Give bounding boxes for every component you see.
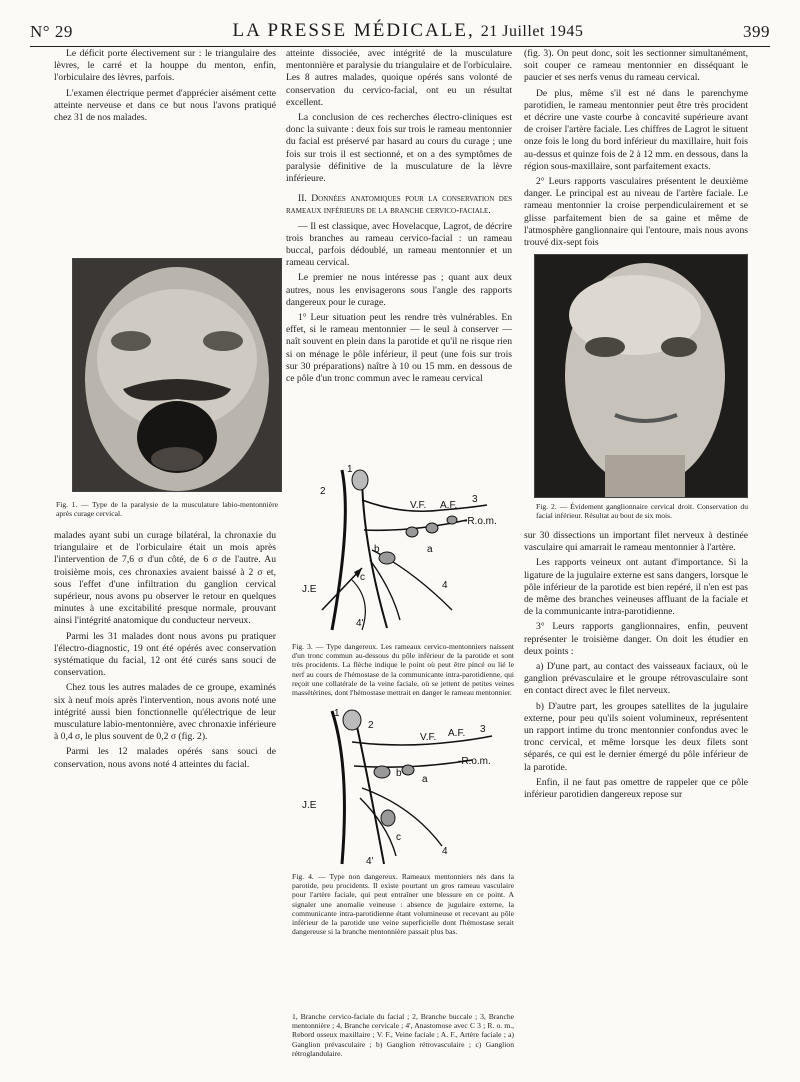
diagram-label-c: c <box>360 572 365 583</box>
nerve-diagram-non-dangerous-type <box>292 706 514 868</box>
journal-masthead <box>232 20 583 42</box>
diagram-label-b: b <box>396 768 402 779</box>
section-title: II. Données anatomiques pour la conservation des rameaux inférieurs de la branche cervico-faciale. <box>286 193 512 217</box>
figure-3-caption: Fig. 3. — Type dangereux. Les rameaux cervico-mentonniers naissent d'un tronc commun au-dessous du pôle inférieur de la parotide et sont très procidents. La flèche indique le point où peut être pincé ou lié le nerf au cours de l'hémostase de la communicante intra-parotidienne, qui reçoit une collatérale de la veine faciale, où se jettent de petites veines massétérines, dont l'hémostase mettrait en danger le rameau mentonnier. <box>292 642 514 698</box>
paragraph: 1° Leur situation peut les rendre très vulnérables. En effet, si le rameau mentonnier — le seul à conserver — naît souvent en plein dans la parotide et qu'il ne risque rien si on ménage le pôle inférieur, il peut (une fois sur trois sur 30 préparations) naître à 10 ou 15 mm. en dessous de ce pôle d'un tronc commun avec le rameau cervical <box>286 312 512 385</box>
paragraph: 3° Leurs rapports ganglionnaires, enfin, peuvent représenter le troisième danger. On doit les étudier en deux points : <box>524 621 748 657</box>
figure-4-legend: 1, Branche cervico-faciale du facial ; 2, Branche buccale ; 3, Branche mentonnière ; 4, Branche cervicale ; 4', Anastomose avec C 3 ; R. o. m., Rebord osseux maxillaire ; V. F., Veine faciale ; A. F., Artère faciale ; a) Ganglion prévasculaire ; b) Ganglion rétrovasculaire ; c) Ganglion rétroglandulaire. <box>292 1012 514 1058</box>
diagram-label-vf: V.F. <box>420 732 437 743</box>
diagram-label-je: J.E <box>302 800 317 811</box>
page-header <box>30 14 770 47</box>
paragraph: malades ayant subi un curage bilatéral, la chronaxie du triangulaire et de l'orbiculaire était un mois après l'intervention de 7,6 σ d'un côté, de 6 σ de l'autre. Au troisième mois, ces chronaxies avaient baissé à 2 σ et, sous l'effet d'une infiltration du ganglion cervical supérieur, nous avons pu observer le retour en quelques minutes à une excitabilité presque normale, prouvant ainsi l'intégrité anatomique du conducteur nerveux. <box>54 530 276 627</box>
diagram-label-c: c <box>396 832 401 843</box>
paragraph: De plus, même s'il est né dans le parenchyme parotidien, le rameau mentonnier peut être très procident et décrire une vaste courbe à concavité supérieure avant de croiser l'artère faciale. Les chiffres de Lagrot le situent onze fois le long du bord inférieur du maxillaire, huit fois au-dessus et quinze fois de 2 à 12 mm. en dessous, dans la région sous-maxillaire, sont parfaitement exacts. <box>524 87 748 172</box>
page-number: 399 <box>743 22 770 41</box>
diagram-label-af: A.F. <box>440 500 458 511</box>
paragraph: Le premier ne nous intéresse pas ; quant aux deux autres, nous les envisagerons sous l'angle des rapports dangereux pour le curage. <box>286 272 512 308</box>
diagram-label-a: a <box>427 544 433 555</box>
figure-2-photo <box>534 254 748 498</box>
diagram-label-b: b <box>374 544 380 555</box>
figure-4-diagram <box>292 706 514 868</box>
figure-2-caption: Fig. 2. — Évidement ganglionnaire cervical droit. Conservation du facial inférieur. Résultat au bout de six mois. <box>536 502 748 521</box>
paragraph: Les rapports veineux ont autant d'importance. Si la ligature de la jugulaire externe est sans dangers, lorsque le pôle inférieur de la parotide est bien repéré, il n'en est pas de même des branches veineuses affluant de la faciale et de la communicante intra-parotidienne. <box>524 557 748 618</box>
diagram-label-4prime: 4' <box>366 856 374 867</box>
column-3-top <box>524 48 748 252</box>
patient-face-profile-image <box>535 255 747 497</box>
paragraph: b) D'autre part, les groupes satellites de la jugulaire externe, pour peu qu'ils soient volumineux, représentent un rapport intime du tronc mentonnier confondus avec le tronc cervical, et même lorsque les deux filets sont séparés, ce qui est le dernier émergé du pôle inférieur de la parotide. <box>524 700 748 773</box>
paragraph: L'examen électrique permet d'apprécier aisément cette atteinte nerveuse et dans ce but nous l'avons pratiqué chez 31 de nos malades. <box>54 87 276 124</box>
paragraph: atteinte dissociée, avec intégrité de la musculature mentonnière et paralysie du triangulaire et de l'orbiculaire. Les 8 autres malades, quoique opérés sans volonté de conservation du cervico-facial, ont eu un résultat excellent. <box>286 48 512 108</box>
paragraph: Parmi les 31 malades dont nous avons pu pratiquer l'électro-diagnostic, 19 ont été opérés avec conservation systématique du facial, 12 ont été curés sans souci de conservation. <box>54 630 276 679</box>
diagram-label-vf: V.F. <box>410 500 427 511</box>
diagram-label-4: 4 <box>442 846 448 857</box>
patient-face-open-mouth-image <box>73 259 281 491</box>
paragraph: La conclusion de ces recherches électro-cliniques est donc la suivante : deux fois sur trois le rameau mentonnier du facial est préservé par hasard au cours du curage ; une fois sur trois il est sectionné, et on a des symptômes de paralysie définitive de la musculature de la lèvre inférieure. <box>286 112 512 185</box>
figure-1-photo <box>72 258 282 492</box>
paragraph: Enfin, il ne faut pas omettre de rappeler que ce pôle inférieur parotidien dangereux repose sur <box>524 776 748 801</box>
diagram-label-af: A.F. <box>448 728 466 739</box>
column-3-bottom <box>524 530 748 804</box>
diagram-label-3: 3 <box>480 724 486 735</box>
paragraph: sur 30 dissections un important filet nerveux à destinée vasculaire qui amarrait le rameau mentonnier à l'artère. <box>524 530 748 554</box>
figure-1-caption: Fig. 1. — Type de la paralysie de la musculature labio-mentonnière après curage cervical. <box>56 500 278 519</box>
paragraph: — Il est classique, avec Hovelacque, Lagrot, de décrire trois branches au rameau cervico-facial : un rameau buccal, parfois dédoublé, un rameau mentonnier et un rameau cervical. <box>286 220 512 269</box>
diagram-label-a: a <box>422 774 428 785</box>
paragraph: Parmi les 12 malades opérés sans souci de conservation, nous avons noté 4 atteintes du facial. <box>54 746 276 770</box>
diagram-label-3: 3 <box>472 494 478 505</box>
diagram-label-2: 2 <box>368 720 374 731</box>
diagram-label-rom: -R.o.m. <box>464 516 497 527</box>
paragraph: 2° Leurs rapports vasculaires présentent le deuxième danger. Le principal est au niveau de l'artère faciale. Le rameau mentonnier la croise perpendiculairement et se glisse parfaitement bien de sa gaine et même de l'atmosphère ganglionnaire qui l'entoure, mais nous avons trouvé dix-sept fois <box>524 176 748 249</box>
paragraph: Chez tous les autres malades de ce groupe, examinés six à neuf mois après l'intervention, nous avons noté une intégrité aussi bien fonctionnelle qu'électrique de leur musculature labio-mentonnière, avec chronaxie inférieure à 0,4 σ, le plus souvent de 0,2 σ (fig. 2). <box>54 682 276 743</box>
journal-title: LA PRESSE MÉDICALE, <box>232 20 475 41</box>
diagram-label-1: 1 <box>334 708 340 719</box>
column-1-bottom <box>54 530 276 774</box>
figure-3-diagram <box>292 460 514 638</box>
figure-4-caption: Fig. 4. — Type non dangereux. Rameaux mentonniers nés dans la parotide, peu procidents. Il existe pourtant un gros rameau vasculaire pour l'artère faciale, qui peut entraîner une blessure en ce point. A signaler une anomalie veineuse : absence de jugulaire externe, la communicante intra-parotidienne étant volumineuse et recevant au pôle inférieur de la parotide une veine superficielle dont l'hémostase serait dangereuse si la branche mentonnière passait plus bas. <box>292 872 514 937</box>
paragraph: Le déficit porte électivement sur : le triangulaire des lèvres, le carré et la houppe du menton, enfin, l'orbiculaire des lèvres, parfois. <box>54 48 276 84</box>
diagram-label-2: 2 <box>320 486 326 497</box>
nerve-diagram-dangerous-type <box>292 460 514 638</box>
diagram-label-4prime: 4' <box>356 618 364 629</box>
column-2-top <box>286 48 512 388</box>
issue-date: 21 Juillet 1945 <box>480 23 584 40</box>
diagram-label-je: J.E <box>302 584 317 595</box>
diagram-label-rom: -R.o.m. <box>458 756 491 767</box>
column-1-top <box>54 48 276 127</box>
diagram-label-1: 1 <box>347 464 353 475</box>
paragraph: a) D'une part, au contact des vaisseaux faciaux, où le ganglion prévasculaire et le groupe rétrovasculaire sont en contact direct avec le filet nerveux. <box>524 661 748 697</box>
paragraph: (fig. 3). On peut donc, soit les sectionner simultanément, soit couper ce rameau mentonnier en disséquant le paucier et ses nerfs venus du rameau cervical. <box>524 48 748 84</box>
diagram-label-4: 4 <box>442 580 448 591</box>
issue-number: N° 29 <box>30 22 73 41</box>
